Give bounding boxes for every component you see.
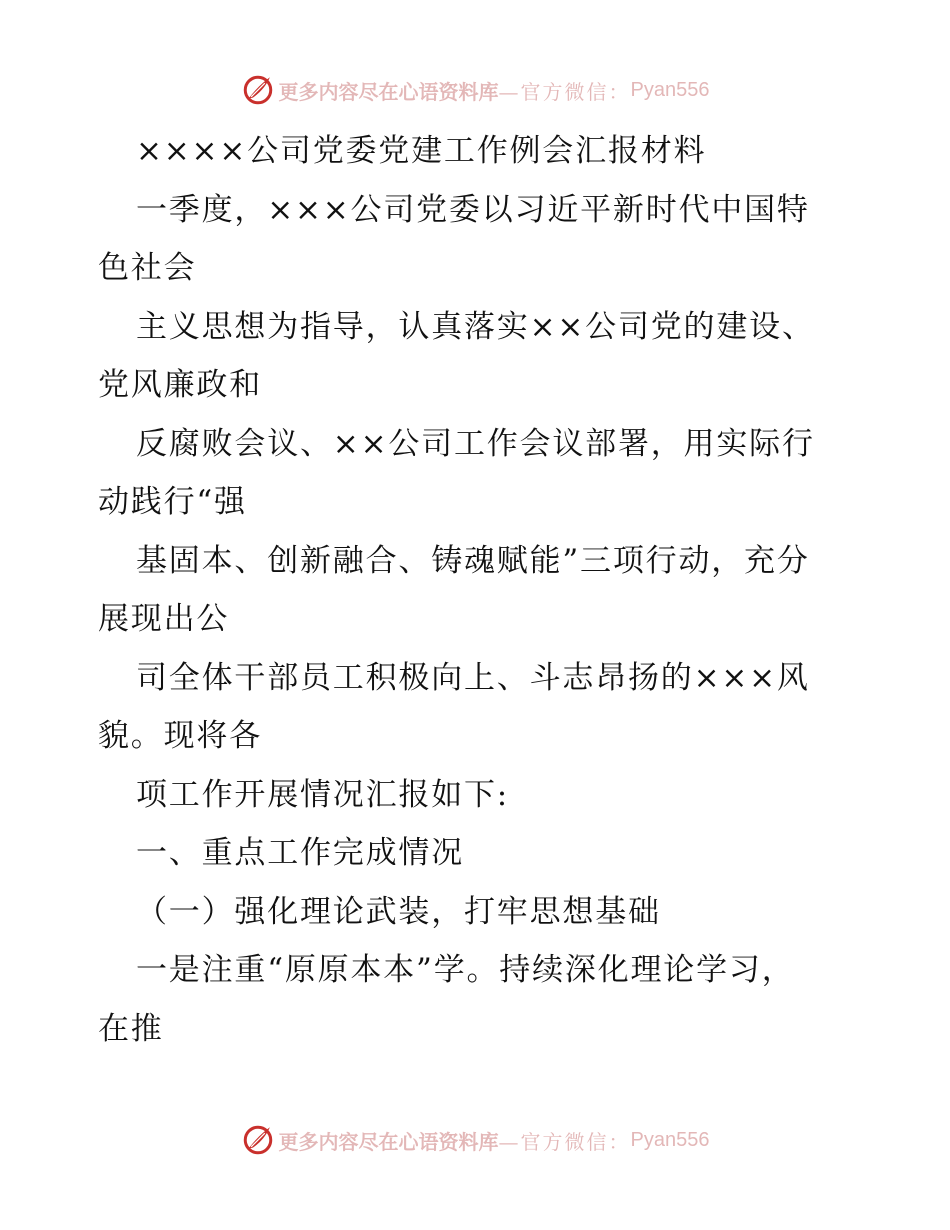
banner-wechat-id: Pyan556	[630, 1128, 710, 1151]
paragraph-line: 基固本、创新融合、铸魂赋能”三项行动，充分	[136, 542, 810, 579]
quill-emblem-logo	[241, 1123, 275, 1157]
paragraph-line: 动践行“强	[98, 484, 247, 520]
quill-emblem-logo	[241, 73, 275, 107]
banner-wechat-id: Pyan556	[630, 78, 710, 101]
banner-main-text: 更多内容尽在心语资料库	[278, 79, 499, 104]
paragraph-line: 展现出公	[98, 601, 230, 637]
document-title: ××××公司党委党建工作例会汇报材料	[136, 133, 707, 169]
paragraph-line: 一是注重“原原本本”学。持续深化理论学习，	[136, 952, 795, 988]
footer-banner	[0, 1120, 950, 1160]
section-heading: 一、重点工作完成情况	[136, 835, 464, 871]
paragraph-line: 司全体干部员工积极向上、斗志昂扬的×××风	[136, 659, 810, 696]
paragraph-line: 反腐败会议、××公司工作会议部署，用实际行	[136, 425, 815, 462]
header-banner	[0, 70, 950, 110]
paragraph-line: 貌。现将各	[98, 718, 262, 754]
banner-sub-text: —官方微信：	[498, 1129, 631, 1154]
paragraph-line: 主义思想为指导，认真落实××公司党的建设、	[136, 308, 815, 345]
paragraph-line: 党风廉政和	[98, 367, 262, 403]
banner-main-text: 更多内容尽在心语资料库	[278, 1129, 499, 1154]
paragraph-line: 一季度，×××公司党委以习近平新时代中国特	[136, 191, 810, 228]
paragraph-line: 色社会	[98, 250, 197, 286]
document-body	[98, 122, 868, 1058]
subsection-heading: （一）强化理论武装，打牢思想基础	[136, 893, 661, 930]
banner-sub-text: —官方微信：	[498, 79, 631, 104]
paragraph-line: 项工作开展情况汇报如下:	[136, 776, 510, 813]
paragraph-line: 在推	[98, 1010, 164, 1047]
